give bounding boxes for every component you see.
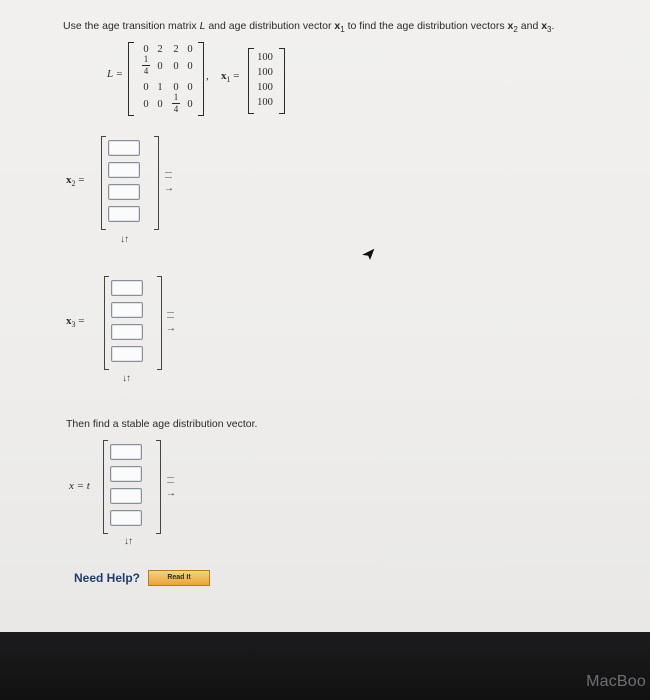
x2-label: [66, 174, 84, 188]
x2-symbol: x: [66, 174, 72, 186]
matrix-cell: 0: [173, 61, 179, 72]
x2-subscript: 2: [71, 179, 76, 189]
read-it-button[interactable]: Read It: [148, 570, 210, 586]
question-end: .: [551, 20, 555, 32]
matrix-cell: 2: [173, 44, 179, 55]
x1-label: [221, 70, 239, 84]
matrix-left-bracket: [128, 42, 134, 116]
laptop-bezel: [0, 632, 650, 700]
matrix-fraction: [140, 55, 152, 76]
x2-equals: =: [78, 174, 85, 186]
question-L-symbol: L: [199, 20, 206, 32]
x2-swap-icon[interactable]: ↓↑: [120, 234, 128, 245]
stable-entry-1[interactable]: [110, 444, 142, 460]
stable-matrix-tools[interactable]: [166, 477, 176, 501]
stable-swap-icon[interactable]: ↓↑: [124, 536, 132, 547]
matrix-cell: 2: [157, 44, 163, 55]
mouse-pointer-icon: [358, 244, 378, 264]
question-and: and: [517, 20, 542, 32]
question-x2-symbol: x: [507, 20, 514, 32]
stable-prompt: Then find a stable age distribution vector.: [66, 418, 258, 430]
x3-entry-1[interactable]: [111, 280, 143, 296]
x1-equals: =: [233, 70, 240, 82]
x3-label: [66, 315, 84, 329]
stable-label: x = t: [69, 480, 90, 492]
add-row-icon[interactable]: [167, 312, 174, 318]
matrix-cell: 0: [143, 82, 149, 93]
matrix-fraction: [170, 93, 182, 114]
x3-entry-2[interactable]: [111, 302, 143, 318]
x1-value: 100: [257, 67, 273, 78]
add-row-icon[interactable]: [165, 172, 172, 178]
question-x2-sub: 2: [513, 25, 518, 35]
matrix-comma: ,: [206, 70, 209, 82]
arrow-right-icon[interactable]: →: [166, 323, 176, 334]
x3-left-bracket: [104, 276, 109, 370]
x2-right-bracket: [154, 136, 159, 230]
matrix-cell: 0: [187, 82, 193, 93]
x1-right-bracket: [279, 48, 285, 114]
x3-equals: =: [78, 315, 85, 327]
x3-right-bracket: [157, 276, 162, 370]
fraction-numerator: 1: [173, 92, 179, 102]
x2-entry-1[interactable]: [108, 140, 140, 156]
matrix-right-bracket: [198, 42, 204, 116]
matrix-cell: 0: [143, 99, 149, 110]
add-row-icon[interactable]: [167, 477, 174, 483]
fraction-numerator: 1: [143, 54, 149, 64]
x1-subscript: 1: [226, 75, 231, 85]
matrix-cell: 0: [157, 99, 163, 110]
matrix-cell: 0: [157, 61, 163, 72]
stable-entry-2[interactable]: [110, 466, 142, 482]
question-x1-sub: 1: [340, 25, 345, 35]
matrix-cell: 1: [157, 82, 163, 93]
question-mid: and age distribution vector: [205, 20, 335, 32]
x3-entry-4[interactable]: [111, 346, 143, 362]
question-x1-symbol: x: [334, 20, 341, 32]
fraction-denominator: 4: [173, 104, 179, 114]
x3-swap-icon[interactable]: ↓↑: [122, 373, 130, 384]
arrow-right-icon[interactable]: →: [164, 183, 174, 194]
x2-entry-4[interactable]: [108, 206, 140, 222]
x3-subscript: 3: [71, 320, 76, 330]
x2-entry-2[interactable]: [108, 162, 140, 178]
stable-right-bracket: [156, 440, 161, 534]
brand-label: MacBoo: [586, 673, 646, 690]
arrow-right-icon[interactable]: →: [166, 488, 176, 499]
question-text: [63, 20, 554, 34]
question-x3-sub: 3: [547, 25, 552, 35]
x1-value: 100: [257, 52, 273, 63]
need-help-label: Need Help?: [74, 571, 141, 585]
x2-matrix-tools[interactable]: [164, 172, 174, 196]
question-x3-symbol: x: [541, 20, 548, 32]
x1-value: 100: [257, 97, 273, 108]
matrix-label: L =: [107, 68, 124, 80]
question-intro: Use the age transition matrix: [63, 20, 200, 32]
x1-symbol: x: [221, 70, 227, 82]
stable-entry-4[interactable]: [110, 510, 142, 526]
fraction-denominator: 4: [143, 66, 149, 76]
matrix-cell: 0: [143, 44, 149, 55]
question-mid2: to find the age distribution vectors: [344, 20, 508, 32]
matrix-cell: 0: [187, 61, 193, 72]
stable-entry-3[interactable]: [110, 488, 142, 504]
x3-entry-3[interactable]: [111, 324, 143, 340]
x2-entry-3[interactable]: [108, 184, 140, 200]
x1-value: 100: [257, 82, 273, 93]
x3-matrix-tools[interactable]: [166, 312, 176, 336]
x3-symbol: x: [66, 315, 72, 327]
matrix-cell: 0: [173, 82, 179, 93]
matrix-cell: 0: [187, 44, 193, 55]
stable-left-bracket: [103, 440, 108, 534]
matrix-cell: 0: [187, 99, 193, 110]
x2-left-bracket: [101, 136, 106, 230]
